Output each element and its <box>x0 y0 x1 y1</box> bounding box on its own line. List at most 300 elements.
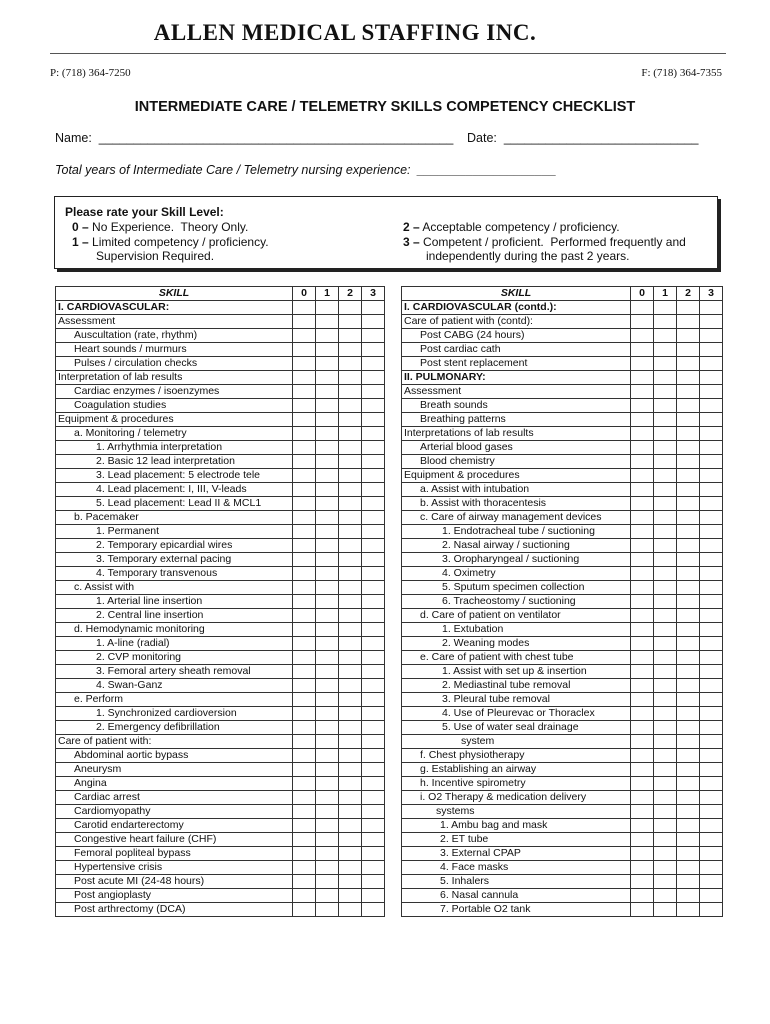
rating-3-cell[interactable] <box>700 763 723 777</box>
rating-1-cell[interactable] <box>316 805 339 819</box>
rating-2-cell[interactable] <box>677 637 700 651</box>
rating-1-cell[interactable] <box>654 693 677 707</box>
rating-3-cell[interactable] <box>700 875 723 889</box>
rating-1-cell[interactable] <box>654 721 677 735</box>
rating-0-cell[interactable] <box>631 791 654 805</box>
rating-0-cell[interactable] <box>293 525 316 539</box>
rating-1-cell[interactable] <box>316 539 339 553</box>
name-field[interactable]: Name: ___________________________________________________ <box>55 131 454 145</box>
rating-1-cell[interactable] <box>316 819 339 833</box>
rating-2-cell[interactable] <box>677 413 700 427</box>
rating-1-cell[interactable] <box>654 707 677 721</box>
rating-2-cell[interactable] <box>677 511 700 525</box>
rating-1-cell[interactable] <box>316 609 339 623</box>
rating-3-cell[interactable] <box>362 763 385 777</box>
rating-1-cell[interactable] <box>316 469 339 483</box>
rating-1-cell[interactable] <box>654 525 677 539</box>
rating-2-cell[interactable] <box>677 735 700 749</box>
rating-3-cell[interactable] <box>700 721 723 735</box>
rating-3-cell[interactable] <box>700 819 723 833</box>
rating-3-cell[interactable] <box>700 749 723 763</box>
rating-0-cell[interactable] <box>293 707 316 721</box>
rating-0-cell[interactable] <box>631 623 654 637</box>
rating-2-cell[interactable] <box>677 693 700 707</box>
rating-0-cell[interactable] <box>293 861 316 875</box>
rating-2-cell[interactable] <box>677 679 700 693</box>
rating-1-cell[interactable] <box>316 693 339 707</box>
rating-2-cell[interactable] <box>339 889 362 903</box>
rating-0-cell[interactable] <box>631 833 654 847</box>
rating-0-cell[interactable] <box>293 399 316 413</box>
rating-2-cell[interactable] <box>339 679 362 693</box>
rating-0-cell[interactable] <box>631 819 654 833</box>
rating-3-cell[interactable] <box>700 483 723 497</box>
rating-2-cell[interactable] <box>339 343 362 357</box>
rating-1-cell[interactable] <box>316 581 339 595</box>
rating-3-cell[interactable] <box>362 567 385 581</box>
rating-3-cell[interactable] <box>700 735 723 749</box>
rating-0-cell[interactable] <box>293 637 316 651</box>
rating-1-cell[interactable] <box>654 791 677 805</box>
rating-0-cell[interactable] <box>631 455 654 469</box>
rating-3-cell[interactable] <box>362 469 385 483</box>
rating-1-cell[interactable] <box>316 511 339 525</box>
rating-0-cell[interactable] <box>293 539 316 553</box>
rating-2-cell[interactable] <box>677 399 700 413</box>
rating-1-cell[interactable] <box>316 525 339 539</box>
rating-3-cell[interactable] <box>362 847 385 861</box>
rating-2-cell[interactable] <box>677 819 700 833</box>
rating-2-cell[interactable] <box>677 301 700 315</box>
rating-0-cell[interactable] <box>631 385 654 399</box>
rating-2-cell[interactable] <box>677 707 700 721</box>
rating-1-cell[interactable] <box>316 595 339 609</box>
rating-2-cell[interactable] <box>339 413 362 427</box>
rating-0-cell[interactable] <box>631 595 654 609</box>
rating-1-cell[interactable] <box>316 371 339 385</box>
rating-2-cell[interactable] <box>677 665 700 679</box>
rating-1-cell[interactable] <box>654 553 677 567</box>
rating-1-cell[interactable] <box>654 413 677 427</box>
rating-0-cell[interactable] <box>631 679 654 693</box>
rating-2-cell[interactable] <box>677 469 700 483</box>
rating-1-cell[interactable] <box>316 833 339 847</box>
rating-2-cell[interactable] <box>677 567 700 581</box>
rating-1-cell[interactable] <box>316 875 339 889</box>
rating-1-cell[interactable] <box>654 595 677 609</box>
rating-3-cell[interactable] <box>700 301 723 315</box>
rating-1-cell[interactable] <box>654 763 677 777</box>
rating-2-cell[interactable] <box>677 329 700 343</box>
rating-2-cell[interactable] <box>339 875 362 889</box>
rating-1-cell[interactable] <box>654 651 677 665</box>
rating-0-cell[interactable] <box>631 553 654 567</box>
rating-1-cell[interactable] <box>316 749 339 763</box>
rating-0-cell[interactable] <box>631 721 654 735</box>
rating-2-cell[interactable] <box>339 441 362 455</box>
rating-2-cell[interactable] <box>677 315 700 329</box>
rating-2-cell[interactable] <box>677 889 700 903</box>
rating-2-cell[interactable] <box>677 749 700 763</box>
rating-0-cell[interactable] <box>293 735 316 749</box>
rating-1-cell[interactable] <box>654 819 677 833</box>
rating-3-cell[interactable] <box>700 469 723 483</box>
rating-2-cell[interactable] <box>339 357 362 371</box>
rating-3-cell[interactable] <box>362 581 385 595</box>
rating-2-cell[interactable] <box>339 707 362 721</box>
rating-1-cell[interactable] <box>316 553 339 567</box>
rating-2-cell[interactable] <box>677 427 700 441</box>
rating-1-cell[interactable] <box>654 511 677 525</box>
rating-0-cell[interactable] <box>631 413 654 427</box>
rating-0-cell[interactable] <box>293 581 316 595</box>
rating-0-cell[interactable] <box>631 483 654 497</box>
rating-0-cell[interactable] <box>631 525 654 539</box>
rating-3-cell[interactable] <box>362 497 385 511</box>
rating-1-cell[interactable] <box>654 567 677 581</box>
rating-3-cell[interactable] <box>362 637 385 651</box>
rating-3-cell[interactable] <box>362 315 385 329</box>
rating-0-cell[interactable] <box>631 777 654 791</box>
rating-1-cell[interactable] <box>654 777 677 791</box>
rating-1-cell[interactable] <box>654 301 677 315</box>
rating-2-cell[interactable] <box>339 301 362 315</box>
rating-2-cell[interactable] <box>677 791 700 805</box>
rating-0-cell[interactable] <box>631 903 654 917</box>
rating-3-cell[interactable] <box>362 385 385 399</box>
rating-0-cell[interactable] <box>631 399 654 413</box>
rating-2-cell[interactable] <box>677 777 700 791</box>
rating-2-cell[interactable] <box>677 539 700 553</box>
rating-0-cell[interactable] <box>293 385 316 399</box>
rating-3-cell[interactable] <box>700 385 723 399</box>
rating-1-cell[interactable] <box>654 455 677 469</box>
rating-2-cell[interactable] <box>339 399 362 413</box>
rating-0-cell[interactable] <box>293 903 316 917</box>
rating-3-cell[interactable] <box>362 749 385 763</box>
rating-3-cell[interactable] <box>362 875 385 889</box>
rating-3-cell[interactable] <box>362 427 385 441</box>
rating-1-cell[interactable] <box>316 679 339 693</box>
rating-0-cell[interactable] <box>631 441 654 455</box>
rating-0-cell[interactable] <box>631 357 654 371</box>
rating-1-cell[interactable] <box>316 483 339 497</box>
rating-0-cell[interactable] <box>631 875 654 889</box>
rating-2-cell[interactable] <box>677 441 700 455</box>
rating-3-cell[interactable] <box>362 861 385 875</box>
rating-3-cell[interactable] <box>700 553 723 567</box>
rating-0-cell[interactable] <box>293 469 316 483</box>
rating-0-cell[interactable] <box>293 567 316 581</box>
rating-0-cell[interactable] <box>631 861 654 875</box>
rating-1-cell[interactable] <box>316 399 339 413</box>
rating-3-cell[interactable] <box>362 735 385 749</box>
rating-3-cell[interactable] <box>362 399 385 413</box>
rating-3-cell[interactable] <box>362 805 385 819</box>
rating-1-cell[interactable] <box>316 665 339 679</box>
rating-2-cell[interactable] <box>339 693 362 707</box>
rating-0-cell[interactable] <box>631 693 654 707</box>
rating-1-cell[interactable] <box>316 413 339 427</box>
rating-0-cell[interactable] <box>631 497 654 511</box>
rating-2-cell[interactable] <box>339 805 362 819</box>
rating-1-cell[interactable] <box>654 329 677 343</box>
rating-3-cell[interactable] <box>362 525 385 539</box>
rating-0-cell[interactable] <box>293 343 316 357</box>
rating-3-cell[interactable] <box>700 791 723 805</box>
rating-2-cell[interactable] <box>677 721 700 735</box>
rating-2-cell[interactable] <box>677 903 700 917</box>
rating-3-cell[interactable] <box>700 343 723 357</box>
rating-2-cell[interactable] <box>339 595 362 609</box>
rating-2-cell[interactable] <box>339 609 362 623</box>
rating-0-cell[interactable] <box>631 315 654 329</box>
rating-3-cell[interactable] <box>362 539 385 553</box>
rating-1-cell[interactable] <box>316 763 339 777</box>
rating-3-cell[interactable] <box>362 679 385 693</box>
rating-1-cell[interactable] <box>654 665 677 679</box>
rating-2-cell[interactable] <box>677 483 700 497</box>
rating-3-cell[interactable] <box>700 455 723 469</box>
rating-2-cell[interactable] <box>677 581 700 595</box>
rating-0-cell[interactable] <box>293 847 316 861</box>
rating-2-cell[interactable] <box>339 329 362 343</box>
rating-0-cell[interactable] <box>631 749 654 763</box>
rating-2-cell[interactable] <box>339 511 362 525</box>
rating-3-cell[interactable] <box>700 609 723 623</box>
rating-3-cell[interactable] <box>362 651 385 665</box>
rating-2-cell[interactable] <box>339 371 362 385</box>
rating-0-cell[interactable] <box>293 805 316 819</box>
rating-2-cell[interactable] <box>339 567 362 581</box>
rating-2-cell[interactable] <box>339 665 362 679</box>
rating-1-cell[interactable] <box>316 385 339 399</box>
rating-0-cell[interactable] <box>293 315 316 329</box>
rating-0-cell[interactable] <box>293 819 316 833</box>
rating-2-cell[interactable] <box>339 791 362 805</box>
rating-3-cell[interactable] <box>362 413 385 427</box>
rating-0-cell[interactable] <box>293 301 316 315</box>
rating-3-cell[interactable] <box>362 721 385 735</box>
rating-1-cell[interactable] <box>654 623 677 637</box>
rating-1-cell[interactable] <box>316 637 339 651</box>
rating-2-cell[interactable] <box>339 469 362 483</box>
rating-2-cell[interactable] <box>339 581 362 595</box>
rating-2-cell[interactable] <box>339 315 362 329</box>
rating-3-cell[interactable] <box>362 455 385 469</box>
rating-3-cell[interactable] <box>362 777 385 791</box>
rating-1-cell[interactable] <box>654 357 677 371</box>
rating-2-cell[interactable] <box>677 763 700 777</box>
rating-1-cell[interactable] <box>654 315 677 329</box>
rating-3-cell[interactable] <box>362 343 385 357</box>
rating-1-cell[interactable] <box>316 735 339 749</box>
rating-2-cell[interactable] <box>677 595 700 609</box>
rating-2-cell[interactable] <box>339 427 362 441</box>
rating-2-cell[interactable] <box>339 525 362 539</box>
rating-1-cell[interactable] <box>654 581 677 595</box>
rating-3-cell[interactable] <box>362 595 385 609</box>
rating-3-cell[interactable] <box>362 553 385 567</box>
rating-1-cell[interactable] <box>316 707 339 721</box>
rating-1-cell[interactable] <box>654 875 677 889</box>
rating-2-cell[interactable] <box>339 777 362 791</box>
rating-1-cell[interactable] <box>316 721 339 735</box>
rating-3-cell[interactable] <box>700 413 723 427</box>
rating-2-cell[interactable] <box>677 455 700 469</box>
rating-3-cell[interactable] <box>700 623 723 637</box>
rating-2-cell[interactable] <box>339 749 362 763</box>
rating-1-cell[interactable] <box>654 679 677 693</box>
rating-1-cell[interactable] <box>654 833 677 847</box>
rating-0-cell[interactable] <box>631 581 654 595</box>
rating-1-cell[interactable] <box>654 441 677 455</box>
rating-2-cell[interactable] <box>339 847 362 861</box>
rating-0-cell[interactable] <box>293 483 316 497</box>
rating-0-cell[interactable] <box>631 847 654 861</box>
rating-1-cell[interactable] <box>316 567 339 581</box>
rating-2-cell[interactable] <box>677 861 700 875</box>
rating-0-cell[interactable] <box>631 707 654 721</box>
rating-2-cell[interactable] <box>677 525 700 539</box>
rating-0-cell[interactable] <box>631 469 654 483</box>
rating-0-cell[interactable] <box>631 301 654 315</box>
rating-0-cell[interactable] <box>293 497 316 511</box>
rating-2-cell[interactable] <box>677 371 700 385</box>
rating-2-cell[interactable] <box>339 497 362 511</box>
rating-0-cell[interactable] <box>293 329 316 343</box>
rating-3-cell[interactable] <box>700 651 723 665</box>
rating-3-cell[interactable] <box>362 791 385 805</box>
rating-3-cell[interactable] <box>362 707 385 721</box>
rating-1-cell[interactable] <box>654 469 677 483</box>
rating-0-cell[interactable] <box>293 357 316 371</box>
rating-1-cell[interactable] <box>654 483 677 497</box>
rating-0-cell[interactable] <box>293 833 316 847</box>
rating-0-cell[interactable] <box>631 637 654 651</box>
rating-1-cell[interactable] <box>316 791 339 805</box>
rating-1-cell[interactable] <box>654 637 677 651</box>
rating-0-cell[interactable] <box>631 735 654 749</box>
rating-3-cell[interactable] <box>362 693 385 707</box>
rating-3-cell[interactable] <box>362 511 385 525</box>
rating-2-cell[interactable] <box>677 651 700 665</box>
rating-2-cell[interactable] <box>339 483 362 497</box>
rating-3-cell[interactable] <box>700 525 723 539</box>
rating-2-cell[interactable] <box>339 637 362 651</box>
rating-2-cell[interactable] <box>339 763 362 777</box>
rating-1-cell[interactable] <box>316 301 339 315</box>
rating-2-cell[interactable] <box>339 651 362 665</box>
rating-0-cell[interactable] <box>631 329 654 343</box>
rating-3-cell[interactable] <box>700 427 723 441</box>
rating-3-cell[interactable] <box>362 623 385 637</box>
rating-3-cell[interactable] <box>700 595 723 609</box>
rating-0-cell[interactable] <box>631 763 654 777</box>
rating-3-cell[interactable] <box>362 441 385 455</box>
rating-1-cell[interactable] <box>316 441 339 455</box>
rating-3-cell[interactable] <box>700 539 723 553</box>
rating-1-cell[interactable] <box>316 357 339 371</box>
rating-2-cell[interactable] <box>677 623 700 637</box>
rating-3-cell[interactable] <box>362 889 385 903</box>
rating-2-cell[interactable] <box>339 819 362 833</box>
rating-0-cell[interactable] <box>293 749 316 763</box>
rating-3-cell[interactable] <box>362 609 385 623</box>
rating-2-cell[interactable] <box>677 833 700 847</box>
rating-3-cell[interactable] <box>700 357 723 371</box>
rating-1-cell[interactable] <box>316 889 339 903</box>
rating-3-cell[interactable] <box>700 861 723 875</box>
rating-0-cell[interactable] <box>631 343 654 357</box>
rating-2-cell[interactable] <box>677 847 700 861</box>
rating-0-cell[interactable] <box>631 567 654 581</box>
rating-2-cell[interactable] <box>339 385 362 399</box>
rating-2-cell[interactable] <box>339 735 362 749</box>
rating-3-cell[interactable] <box>700 329 723 343</box>
rating-3-cell[interactable] <box>700 693 723 707</box>
rating-1-cell[interactable] <box>316 343 339 357</box>
rating-1-cell[interactable] <box>654 427 677 441</box>
rating-1-cell[interactable] <box>316 329 339 343</box>
rating-1-cell[interactable] <box>316 455 339 469</box>
rating-1-cell[interactable] <box>654 343 677 357</box>
rating-0-cell[interactable] <box>631 665 654 679</box>
rating-3-cell[interactable] <box>700 833 723 847</box>
rating-1-cell[interactable] <box>316 497 339 511</box>
rating-3-cell[interactable] <box>700 679 723 693</box>
rating-3-cell[interactable] <box>700 889 723 903</box>
rating-3-cell[interactable] <box>700 805 723 819</box>
date-field[interactable]: Date: ____________________________ <box>467 131 699 145</box>
rating-3-cell[interactable] <box>700 497 723 511</box>
rating-0-cell[interactable] <box>631 805 654 819</box>
rating-0-cell[interactable] <box>293 553 316 567</box>
rating-1-cell[interactable] <box>654 385 677 399</box>
rating-0-cell[interactable] <box>293 791 316 805</box>
rating-1-cell[interactable] <box>316 861 339 875</box>
rating-1-cell[interactable] <box>654 497 677 511</box>
rating-1-cell[interactable] <box>316 315 339 329</box>
rating-3-cell[interactable] <box>362 483 385 497</box>
rating-2-cell[interactable] <box>677 385 700 399</box>
rating-3-cell[interactable] <box>362 833 385 847</box>
rating-3-cell[interactable] <box>700 665 723 679</box>
rating-0-cell[interactable] <box>293 665 316 679</box>
rating-2-cell[interactable] <box>677 343 700 357</box>
rating-3-cell[interactable] <box>362 371 385 385</box>
experience-field[interactable]: Total years of Intermediate Care / Telemetry nursing experience: ____________________ <box>55 163 557 177</box>
rating-0-cell[interactable] <box>631 889 654 903</box>
rating-0-cell[interactable] <box>293 441 316 455</box>
rating-0-cell[interactable] <box>631 651 654 665</box>
rating-3-cell[interactable] <box>700 637 723 651</box>
rating-1-cell[interactable] <box>316 847 339 861</box>
rating-3-cell[interactable] <box>700 441 723 455</box>
rating-3-cell[interactable] <box>700 707 723 721</box>
rating-0-cell[interactable] <box>293 679 316 693</box>
rating-0-cell[interactable] <box>631 609 654 623</box>
rating-2-cell[interactable] <box>339 903 362 917</box>
rating-1-cell[interactable] <box>654 805 677 819</box>
rating-1-cell[interactable] <box>654 847 677 861</box>
rating-1-cell[interactable] <box>654 735 677 749</box>
rating-0-cell[interactable] <box>631 511 654 525</box>
rating-3-cell[interactable] <box>700 315 723 329</box>
rating-0-cell[interactable] <box>631 539 654 553</box>
rating-3-cell[interactable] <box>700 581 723 595</box>
rating-0-cell[interactable] <box>293 763 316 777</box>
